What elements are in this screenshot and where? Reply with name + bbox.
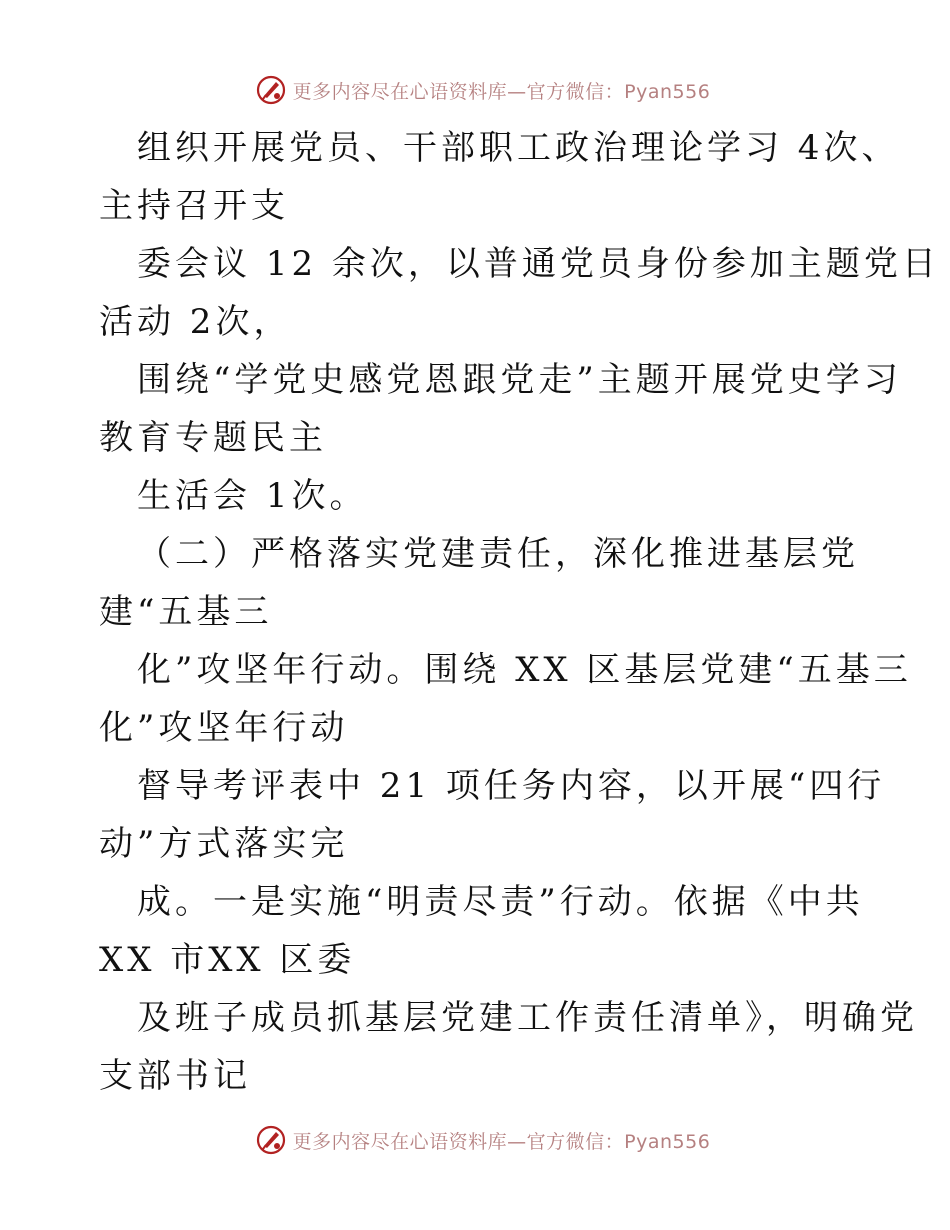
text-line: 及班子成员抓基层党建工作责任清单》，明确党 bbox=[137, 998, 918, 1038]
text-line: 建“五基三 bbox=[99, 592, 273, 632]
text-line: 围绕“学党史感党恩跟党走”主题开展党史学习 bbox=[137, 360, 902, 400]
text-line: 督导考评表中 21 项任务内容，以开展“四行 bbox=[137, 766, 886, 806]
text-line: XX 市XX 区委 bbox=[99, 940, 356, 980]
text-line: 教育专题民主 bbox=[99, 418, 327, 458]
footer-banner-inner bbox=[255, 1124, 711, 1156]
text-line: 支部书记 bbox=[99, 1056, 251, 1096]
footer-banner bbox=[0, 1120, 950, 1160]
header-banner-text: 更多内容尽在心语资料库—官方微信：Pyan556 bbox=[292, 80, 711, 103]
text-line: 生活会 1次。 bbox=[137, 476, 368, 516]
text-line: 主持召开支 bbox=[99, 186, 289, 226]
text-line: 委会议 12 余次，以普通党员身份参加主题党日 bbox=[137, 244, 940, 284]
text-line: 化”攻坚年行动。围绕 XX 区基层党建“五基三 bbox=[137, 650, 912, 690]
quill-seal-icon bbox=[255, 1124, 287, 1156]
text-line: 活动 2次， bbox=[99, 302, 292, 342]
footer-banner-text: 更多内容尽在心语资料库—官方微信：Pyan556 bbox=[292, 1130, 711, 1153]
text-line: 成。一是实施“明责尽责”行动。依据《中共 bbox=[137, 882, 864, 922]
text-line: 化”攻坚年行动 bbox=[99, 708, 349, 748]
text-line: 动”方式落实完 bbox=[99, 824, 349, 864]
text-line: （二）严格落实党建责任，深化推进基层党 bbox=[137, 534, 859, 574]
text-line: 组织开展党员、干部职工政治理论学习 4次、 bbox=[137, 128, 900, 168]
